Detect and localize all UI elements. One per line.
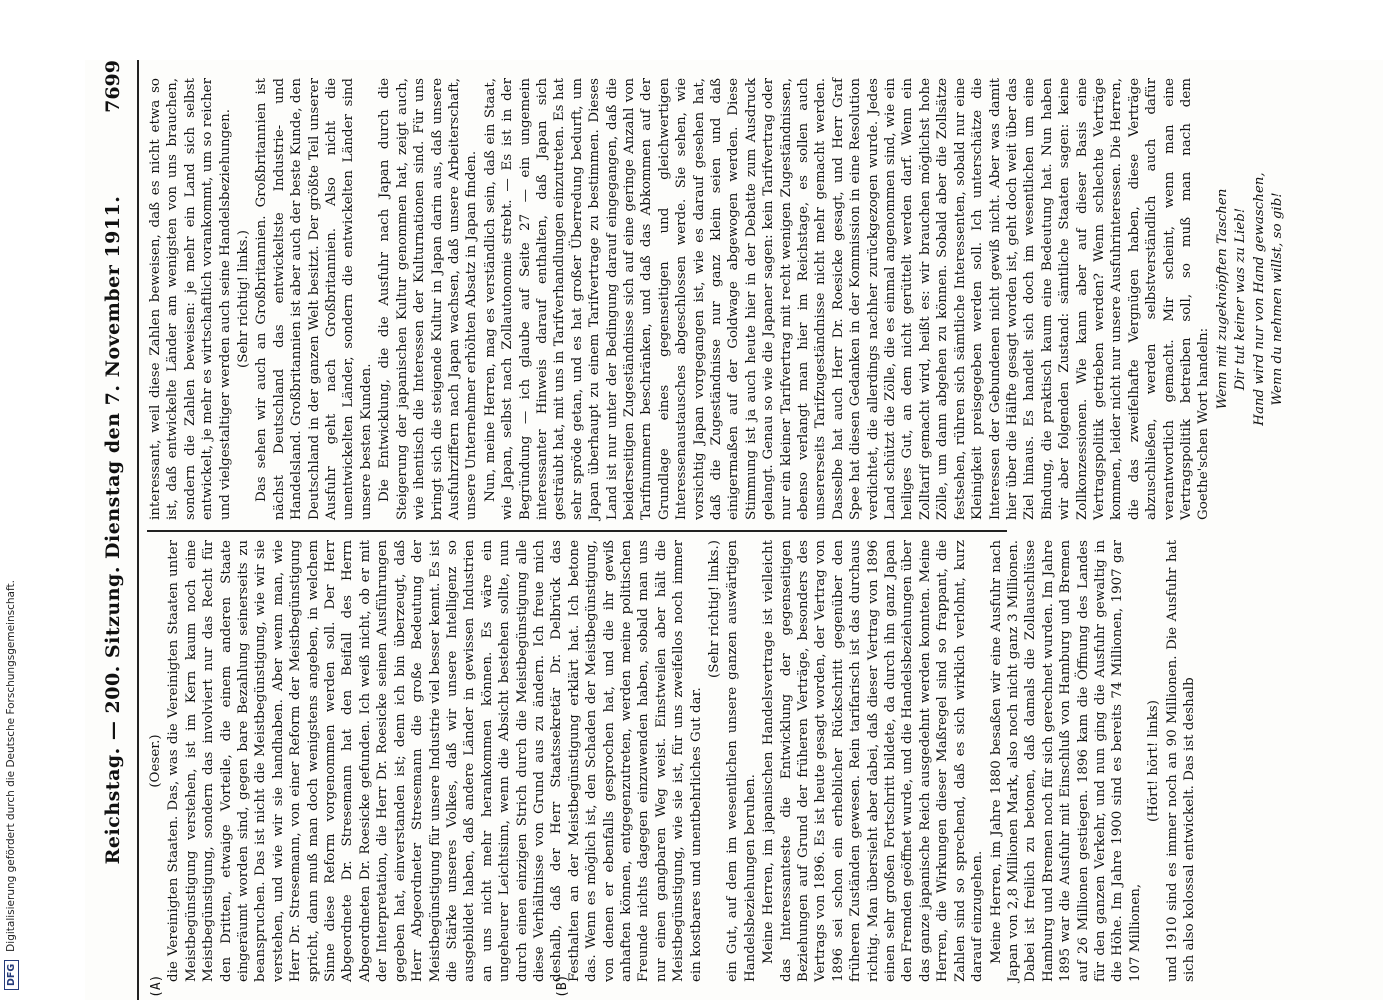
paragraph: die Vereinigten Staaten. Das, was die Vereinigten Staaten unter Meistbegünstigung verstehen, ist im Kern kaum noch eine Meistbegünstigung, sondern das involviert nur das Recht für den Dritten, etwaige Vorteile, die einem anderen Staate eingeräumt worden sind, gegen bare Bezahlung seinerseits zu beanspruchen. Das ist nicht die Meistbegünstigung, wie wir sie verstehen, und wie wir sie handhaben. Aber wenn man, wie Herr Dr. Stresemann, von einer Reform der Meistbegünstigung spricht, dann muß man doch wenigstens angeben, in welchem Sinne diese Reform vorgenommen werden soll. Der Herr Abgeordnete Dr. Stresemann hat den Beifall des Herrn Abgeordneten Dr. Roesicke gefunden. Ich weiß nicht, ob er mit der Interpretation, die Herr Dr. Roesicke seinen Ausführungen gegeben hat, einverstanden ist; denn ich bin überzeugt, daß Herr Abgeordneter Stresemann die große Bedeutung der Meistbegünstigung für unsere Industrie viel besser kennt. Es ist die Stärke unseres Volkes, daß wir unsere Intelligenz so ausgebildet haben, daß andere Länder in gewissen Industrien an uns nicht mehr herankommen können. Es wäre ein ungeheurer Leichtsinn, wenn die Absicht bestehen sollte, nun durch einen einzigen Strich durch die Meistbegünstigung alle diese Verhältnisse von Grund aus zu ändern. Ich freue mich deshalb, daß der Herr Staatssekretär Dr. Delbrück das Festhalten an der Meistbegünstigung erklärt hat. Ich betone das. Wenn es möglich ist, den Schaden der Meistbegünstigung, von denen er ebenfalls gesprochen hat, und die ihr gewiß anhaften können, entgegenzutreten, werden meine politischen Freunde nichts dagegen einzuwenden haben, sobald man uns nur einen gangbaren Weg weist. Einstweilen aber hält die Meistbegünstigung, wie sie ist, für uns zweifellos noch immer ein kostbares und unentbehrliches Gut dar. bbox=[166, 540, 704, 982]
paragraph: interessant, weil diese Zahlen beweisen, daß es nicht etwa so ist, daß entwickelte Länder am wenigsten von uns brauchen, sondern die Zahlen beweisen: je mehr ein Land sich selbst entwickelt, je mehr es wirtschaftlich vorankommt, um so reicher und vielgestaltiger werden auch seine Handelsbeziehungen. bbox=[148, 78, 233, 520]
page-title: Reichstag. — 200. Sitzung. Dienstag den 7. November 1911. bbox=[102, 195, 124, 865]
paragraph: Nun, meine Herren, mag es verständlich sein, daß ein Staat, wie Japan, selbst nach Zollautonomie strebt. — Es ist in der Begründung — ich glaube auf Seite 27 — ein ungemein interessanter Hinweis darauf enthalten, daß Japan sich gesträubt hat, mit uns in Tarifverhandlungen einzutreten. Es hat sehr spröde getan, und es hat großer Überredung bedurft, um Japan überhaupt zu einem Tarifvertrage zu bestimmen. Dieses Land ist nur unter der Bedingung darauf eingegangen, daß die beiderseitigen Zugeständnisse sich auf eine geringe Anzahl von Tarifnummern beschränken, und daß das Abkommen auf der Grundlage eines gegenseitigen und gleichwertigen Interessenaustausches abgeschlossen werde. Sie sehen, wie vorsichtig Japan vorgegangen ist, wie es darauf gesehen hat, daß die Zugeständnisse nur ganz klein seien und daß einigermaßen auf der Goldwage abgewogen werden. Diese Stimmung ist ja auch heute hier in der Debatte zum Ausdruck gelangt. Genau so wie die Japaner sagen: kein Tarifvertrag oder nur ein kleiner Tarifvertrag mit recht wenigen Zugeständnissen, ebenso verlangt man hier im Reichstage, es sollen auch unsererseits Tarifzugeständnisse nicht mehr gemacht werden. Dasselbe hat auch Herr Dr. Roesicke gesagt, und Herr Graf Spee hat diesen Gedanken in der Kommission in eine Resolution verdichtet, die allerdings nachher zurückgezogen wurde. Jedes Land schützt die Zölle, die es einmal angenommen sind, wie ein heiliges Gut, an dem nicht gerüttelt werden darf. Wenn ein Zolltarif gemacht wird, heißt es: wir brauchen möglichst hohe Zölle, um dann abgehen zu können. Sobald aber die Zollsätze festsehen, rühren sich sämtliche Interessenten, sobald nur eine Kleinigkeit preisgegeben werden soll. Ich unterschätze die Interessen der Gebundenen nicht gewiß nicht. Aber was damit hier über die Hälfte gesagt worden ist, geht doch weit über das Ziel hinaus. Es handelt sich doch im wesentlichen um eine Bindung, die praktisch kaum eine Bedeutung hat. Nun haben wir aber folgenden Zustand: sämtliche Staaten sagen: keine Zollkonzessionen. Wie kann aber auf dieser Basis eine Vertragspolitik getrieben werden? Wenn schlechte Verträge kommen, leider nicht nur unsere Ausfuhrinteressen. Die Herren, die das zweifelhafte Vergnügen haben, diese Verträge abzuschließen, werden selbstverständlich auch dafür verantwortlich gemacht. Mir scheint, wenn man eine Vertragspolitik betreiben soll, so muß man nach dem Goethe'schen Wort handeln: bbox=[482, 78, 1212, 520]
verse-line: Dir tut keiner was zu Lieb! bbox=[1233, 207, 1249, 391]
column-divider bbox=[147, 530, 1007, 532]
credit-text: Digitalisierung gefördert durch die Deutsche Forschungsgemeinschaft. bbox=[5, 580, 17, 952]
page-number: 7699 bbox=[102, 60, 124, 113]
verse-line: Wenn du nehmen willst, so gib! bbox=[1270, 192, 1285, 406]
paragraph: ein Gut, auf dem im wesentlichen unsere ganzen auswärtigen Handelsbeziehungen beruhen. bbox=[725, 540, 758, 982]
digitization-credit bbox=[0, 0, 22, 1000]
interjection: (Hört! hört! links) bbox=[1146, 700, 1162, 822]
paragraph: und 1910 sind es immer noch an 90 Millionen. Die Ausfuhr hat sich also kolossal entwickelt. Das ist deshalb bbox=[1164, 540, 1197, 982]
paragraph: Meine Herren, im Jahre 1880 besaßen wir eine Ausfuhr nach Japan von 2,8 Millionen Mark, also noch nicht ganz 3 Millionen. Dabei ist freilich zu betonen, daß damals die Zollauschlüsse Hamburg und Bremen noch für sich gerechnet wurden. Im Jahre 1895 war die Ausfuhr mit Einschluß von Hamburg und Bremen auf 26 Millionen gestiegen. 1896 kam die Öffnung des Landes für den ganzen Verkehr, und nun ging die Ausfuhr gewaltig in die Höhe. Im Jahre 1900 sind es bereits 74 Millionen, 1907 gar 107 Millionen, bbox=[988, 540, 1143, 982]
right-column bbox=[147, 78, 1285, 520]
speaker-name: (Oeser.) bbox=[148, 734, 163, 788]
paragraph: Meine Herren, im japanischen Handelsvertrage ist vielleicht das Interessanteste die Entwicklung der gegenseitigen Beziehungen auf Grund der früheren Verträge, besonders des Vertrags von 1896. Es ist heute gesagt worden, der Vertrag von 1896 sei schon ein erheblicher Rückschritt gegenüber den früheren Zuständen gewesen. Rein tarifarisch ist das durchaus richtig. Man übersieht aber dabei, daß dieser Vertrag von 1896 einen sehr großen Fortschritt bildete, da durch ihn ganz Japan den Fremden geöffnet wurde, und die Handelsbeziehungen über das ganze japanische Reich ausgedehnt werden konnten. Meine Herren, die Wirkungen dieser Maßregel sind so frappant, die Zahlen sind so sprechend, daß es sich wirklich verlohnt, kurz darauf einzugehen. bbox=[761, 540, 986, 982]
dfg-logo: DFG bbox=[4, 960, 19, 990]
interjection: (Sehr richtig! links.) bbox=[236, 230, 252, 368]
left-column bbox=[147, 540, 1197, 982]
page-header bbox=[93, 60, 133, 1000]
paragraph: Das sehen wir auch an Großbritannien. Großbritannien ist nächst Deutschland das entwickeltste Industrie- und Handelsland. Großbritannien ist aber auch der beste Kunde, den Deutschland in der ganzen Welt besitzt. Der größte Teil unserer Ausfuhr geht nach Großbritannien. Also nicht die unentwickelten Länder, sondern die entwickelten Länder sind unsere besten Kunden. bbox=[254, 78, 374, 520]
margin-marker-b: (B) bbox=[555, 974, 570, 998]
verse-line: Hand wird nur von Hand gewaschen, bbox=[1251, 172, 1267, 426]
interjection: (Sehr richtig! links.) bbox=[707, 540, 722, 678]
margin-marker-a: (A) bbox=[149, 974, 164, 998]
header-rule bbox=[137, 60, 139, 1000]
paragraph: Die Entwicklung, die die Ausfuhr nach Japan durch die Steigerung der japanischen Kultur genommen hat, zeigt auch, wie ihentisch die Interessen der Kulturnationen sind. Für uns bringt sich die steigende Kultur in Japan darin aus, daß unsere Ausfuhrziffern nach Japan wachsen, daß unsere Arbeiterschaft, unsere Unternehmer erhöhten Absatz in Japan finden. bbox=[377, 78, 480, 520]
rotated-newspaper-page bbox=[85, 60, 1383, 1000]
verse-line: Wenn mit zugeknöpften Taschen bbox=[1214, 188, 1230, 410]
